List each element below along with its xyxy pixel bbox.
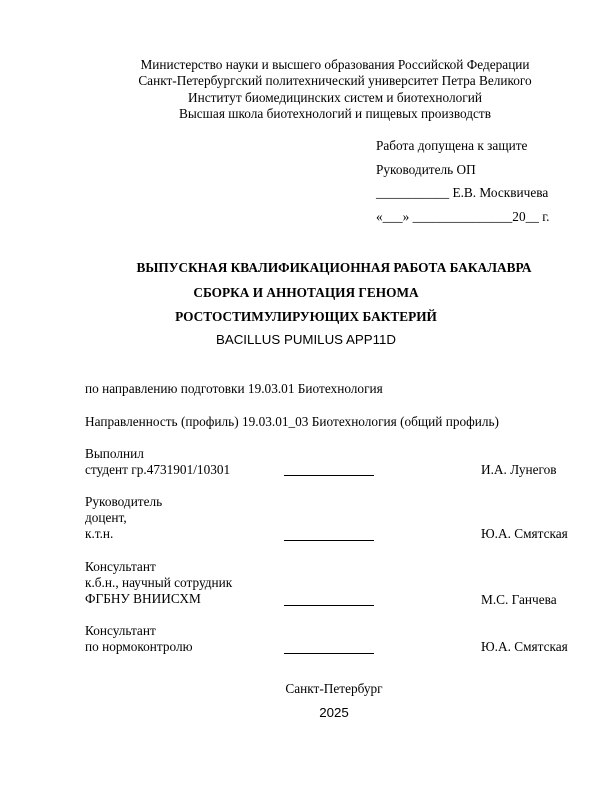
thesis-title-line2: РОСТОСТИМУЛИРУЮЩИХ БАКТЕРИЙ bbox=[175, 309, 437, 324]
institute-line: Институт биомедицинских систем и биотехнологий bbox=[188, 89, 482, 105]
consultant1-desc2: ФГБНУ ВНИИСХМ bbox=[85, 591, 201, 606]
ministry-line: Министерство науки и высшего образования Российской Федерации bbox=[140, 57, 530, 72]
performer-name: И.А. Лунегов bbox=[481, 462, 557, 477]
document-header bbox=[0, 57, 612, 122]
approval-head-signature: ___________ Е.В. Москвичева bbox=[376, 185, 549, 200]
footer-year: 2025 bbox=[319, 705, 349, 720]
approval-date: «___» _______________20__ г. bbox=[376, 208, 550, 224]
consultant1-name: М.С. Ганчева bbox=[481, 592, 557, 607]
consultant1-role: Консультант bbox=[85, 559, 156, 574]
consultant1-signature-line bbox=[284, 605, 374, 606]
performer-role: Выполнил bbox=[85, 446, 144, 461]
supervisor-signature-line bbox=[284, 540, 374, 541]
thesis-title-line1: СБОРКА И АННОТАЦИЯ ГЕНОМА bbox=[193, 285, 419, 300]
approval-block bbox=[376, 137, 550, 231]
performer-desc: студент гр.4731901/10301 bbox=[85, 462, 231, 477]
consultant1-desc1: к.б.н., научный сотрудник bbox=[85, 575, 233, 590]
supervisor-desc2: к.т.н. bbox=[85, 526, 114, 541]
study-profile: Направленность (профиль) 19.03.01_03 Биотехнология (общий профиль) bbox=[85, 414, 499, 429]
consultant2-desc: по нормоконтролю bbox=[85, 639, 193, 654]
work-type-title: ВЫПУСКНАЯ КВАЛИФИКАЦИОННАЯ РАБОТА БАКАЛАВРА bbox=[136, 260, 532, 275]
consultant2-name: Ю.А. Смятская bbox=[481, 639, 568, 654]
school-line: Высшая школа биотехнологий и пищевых производств bbox=[178, 105, 492, 121]
consultant2-role: Консультант bbox=[85, 623, 156, 638]
approval-admitted: Работа допущена к защите bbox=[376, 138, 528, 153]
consultant2-signature-line bbox=[284, 653, 374, 654]
supervisor-desc1: доцент, bbox=[85, 510, 127, 525]
approval-head-title: Руководитель ОП bbox=[376, 161, 476, 177]
study-direction: по направлению подготовки 19.03.01 Биотехнология bbox=[85, 381, 383, 396]
university-line: Санкт-Петербургский политехнический университет Петра Великого bbox=[138, 73, 532, 89]
thesis-title-line3: BACILLUS PUMILUS APP11D bbox=[215, 332, 397, 347]
supervisor-role: Руководитель bbox=[85, 494, 163, 509]
footer-city: Санкт-Петербург bbox=[285, 681, 383, 696]
supervisor-name: Ю.А. Смятская bbox=[481, 526, 568, 541]
performer-signature-line bbox=[284, 475, 374, 476]
